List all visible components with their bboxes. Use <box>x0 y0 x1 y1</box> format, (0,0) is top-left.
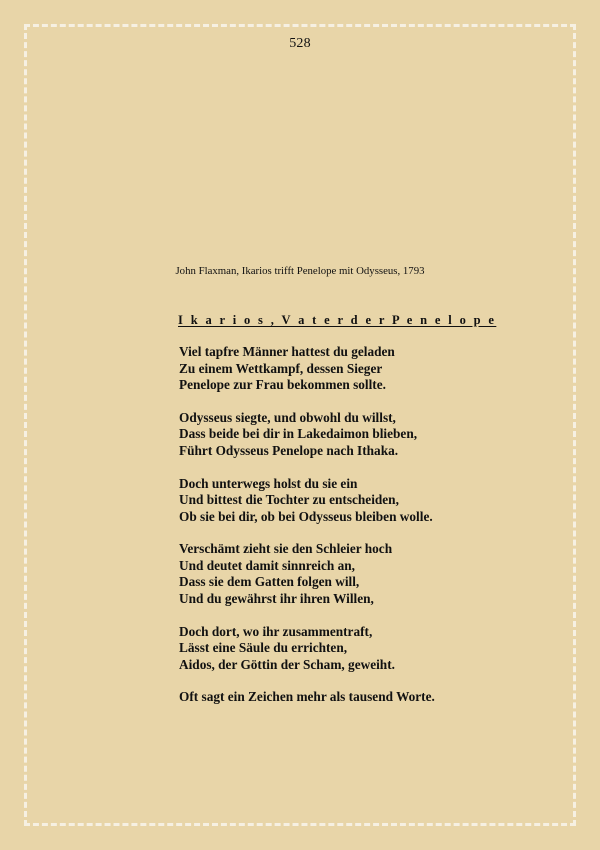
poem-line: Doch dort, wo ihr zusammentraft, <box>179 623 373 639</box>
stanza-1 <box>179 344 559 394</box>
poem-line: Und bittest die Tochter zu entscheiden, <box>179 492 399 508</box>
poem-line: Dass beide bei dir in Lakedaimon blieben, <box>179 426 418 442</box>
poem-line: Penelope zur Frau bekommen sollte. <box>179 377 386 392</box>
poem-line: Ob sie bei dir, ob bei Odysseus bleiben wolle. <box>179 508 433 524</box>
stanza-6 <box>179 689 559 706</box>
poem-line: Führt Odysseus Penelope nach Ithaka. <box>179 442 399 458</box>
poem-body <box>179 344 559 722</box>
poem-line: Aidos, der Göttin der Scham, geweiht. <box>179 656 395 672</box>
image-caption: John Flaxman, Ikarios trifft Penelope mit Odysseus, 1793 <box>175 265 425 277</box>
poem-line: Dass sie dem Gatten folgen will, <box>179 574 360 590</box>
poem-line: Zu einem Wettkampf, dessen Sieger <box>179 360 383 376</box>
stanza-5 <box>179 624 559 674</box>
poem-line: Und deutet damit sinnreich an, <box>179 557 355 573</box>
stanza-3 <box>179 476 559 526</box>
poem-line: Odysseus siegte, und obwohl du willst, <box>179 409 396 425</box>
poem-title: I k a r i o s , V a t e r d e r P e n e l o p e <box>178 313 497 327</box>
page-number: 528 <box>289 36 311 51</box>
poem-line: Viel tapfre Männer hattest du geladen <box>179 344 395 359</box>
poem-line: Lässt eine Säule du errichten, <box>179 640 348 656</box>
poem-line: Oft sagt ein Zeichen mehr als tausend Worte. <box>179 689 435 705</box>
poem-line: Verschämt zieht sie den Schleier hoch <box>179 541 393 557</box>
stanza-4 <box>179 541 559 607</box>
stanza-2 <box>179 410 559 460</box>
poem-line: Und du gewährst ihr ihren Willen, <box>179 590 374 606</box>
poem-line: Doch unterwegs holst du sie ein <box>179 475 358 491</box>
